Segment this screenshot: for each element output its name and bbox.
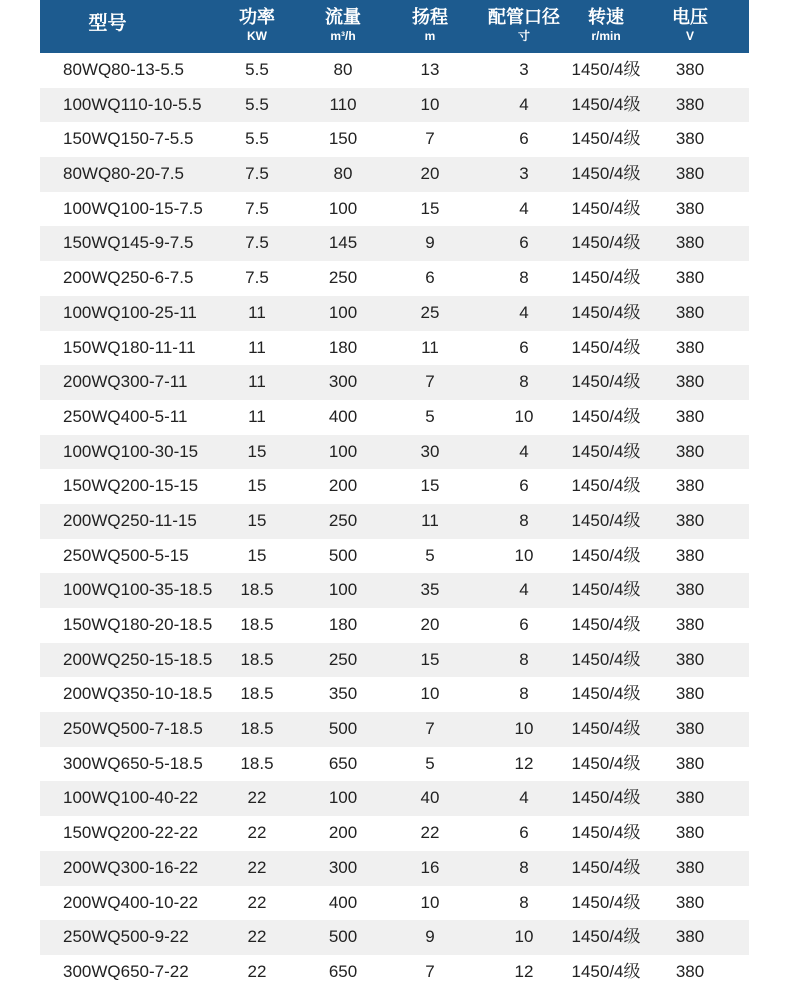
cell-head: 13	[420, 60, 440, 79]
cell-speed: 1450/4级	[571, 198, 641, 218]
table-row	[40, 643, 749, 678]
pump-spec-table	[40, 0, 749, 990]
cell-flow: 500	[328, 545, 358, 565]
cell-flow: 100	[328, 788, 358, 808]
cell-head: 5	[425, 406, 435, 426]
cell-flow: 110	[329, 94, 357, 114]
cell-power: 7.5	[245, 164, 269, 184]
table-header	[40, 0, 749, 53]
cell-head: 11	[421, 510, 439, 530]
cell-pipe: 6	[519, 233, 529, 253]
header-speed	[566, 0, 646, 53]
cell-speed: 1450/4级	[571, 684, 641, 704]
cell-pipe: 10	[514, 719, 534, 739]
cell-head: 20	[420, 615, 440, 634]
cell-volt: 380	[675, 580, 705, 600]
table-row	[40, 677, 749, 712]
cell-volt: 380	[675, 476, 705, 496]
cell-flow: 80	[333, 164, 353, 184]
header-head-unit: m	[424, 29, 436, 43]
header-head-title: 扬程	[412, 7, 448, 27]
table-row	[40, 296, 749, 331]
cell-power: 22	[247, 788, 267, 808]
table-row	[40, 712, 749, 747]
cell-volt: 380	[675, 823, 705, 843]
cell-volt: 380	[675, 615, 705, 634]
table-row	[40, 781, 749, 816]
table-row	[40, 88, 749, 123]
cell-flow: 100	[328, 441, 358, 461]
header-flow-title: 流量	[325, 7, 361, 27]
cell-model: 200WQ400-10-22	[63, 892, 199, 912]
cell-head: 7	[425, 719, 435, 739]
cell-flow: 250	[328, 268, 358, 288]
cell-flow: 650	[328, 753, 358, 773]
cell-head: 20	[420, 164, 440, 184]
cell-power: 15	[247, 441, 267, 461]
cell-volt: 380	[675, 927, 705, 947]
cell-power: 22	[247, 892, 267, 912]
table-row	[40, 157, 749, 192]
cell-flow: 180	[328, 615, 358, 634]
cell-flow: 80	[333, 60, 353, 79]
cell-pipe: 6	[519, 337, 529, 357]
cell-power: 22	[247, 927, 267, 947]
cell-power: 18.5	[240, 649, 274, 669]
cell-head: 7	[425, 372, 435, 392]
cell-pipe: 6	[519, 615, 529, 634]
cell-power: 5.5	[245, 129, 269, 149]
cell-speed: 1450/4级	[571, 788, 641, 808]
cell-power: 15	[247, 476, 267, 496]
cell-power: 11	[248, 337, 266, 357]
cell-volt: 380	[675, 719, 705, 739]
cell-flow: 200	[328, 823, 358, 843]
cell-volt: 380	[675, 302, 705, 322]
table-row	[40, 608, 749, 643]
cell-model: 150WQ200-15-15	[63, 476, 199, 496]
cell-head: 15	[420, 198, 440, 218]
cell-volt: 380	[675, 268, 705, 288]
cell-speed: 1450/4级	[571, 476, 641, 496]
table-row	[40, 886, 749, 921]
cell-pipe: 4	[519, 198, 529, 218]
header-volt	[660, 0, 720, 53]
cell-head: 7	[425, 961, 435, 981]
cell-flow: 250	[328, 510, 358, 530]
cell-power: 11	[248, 302, 266, 322]
cell-pipe: 8	[519, 857, 529, 877]
cell-power: 7.5	[245, 268, 269, 288]
header-volt-unit: V	[685, 29, 694, 43]
cell-speed: 1450/4级	[571, 406, 641, 426]
cell-pipe: 6	[519, 476, 529, 496]
cell-pipe: 3	[519, 164, 529, 184]
cell-head: 40	[420, 788, 440, 808]
cell-model: 200WQ300-7-11	[63, 372, 188, 392]
cell-pipe: 10	[514, 927, 534, 947]
cell-speed: 1450/4级	[571, 94, 641, 114]
cell-volt: 380	[675, 372, 705, 392]
cell-model: 200WQ300-16-22	[63, 857, 199, 877]
cell-volt: 380	[675, 406, 705, 426]
cell-volt: 380	[675, 510, 705, 530]
cell-model: 250WQ500-7-18.5	[63, 719, 203, 739]
cell-volt: 380	[675, 337, 705, 357]
cell-pipe: 8	[519, 649, 529, 669]
cell-model: 200WQ250-15-18.5	[63, 649, 213, 669]
cell-head: 25	[420, 302, 440, 322]
cell-flow: 400	[328, 892, 358, 912]
cell-model: 250WQ500-9-22	[63, 927, 189, 947]
table-row	[40, 539, 749, 574]
cell-head: 6	[425, 268, 435, 288]
cell-volt: 380	[675, 684, 705, 704]
cell-power: 7.5	[245, 198, 269, 218]
cell-power: 18.5	[240, 684, 274, 704]
cell-volt: 380	[675, 233, 705, 253]
cell-speed: 1450/4级	[571, 164, 641, 184]
cell-volt: 380	[675, 892, 705, 912]
cell-flow: 180	[328, 337, 358, 357]
cell-head: 30	[420, 441, 440, 461]
table-row	[40, 226, 749, 261]
cell-pipe: 6	[519, 129, 529, 149]
header-speed-unit: r/min	[591, 29, 621, 43]
cell-flow: 145	[328, 233, 358, 253]
table-row	[40, 920, 749, 955]
cell-speed: 1450/4级	[571, 233, 641, 253]
cell-speed: 1450/4级	[571, 580, 641, 600]
cell-volt: 380	[675, 60, 705, 79]
cell-pipe: 8	[519, 372, 529, 392]
cell-pipe: 10	[514, 406, 534, 426]
cell-speed: 1450/4级	[571, 441, 641, 461]
table-row	[40, 851, 749, 886]
cell-speed: 1450/4级	[571, 927, 641, 947]
cell-model: 150WQ200-22-22	[63, 823, 199, 843]
cell-pipe: 4	[519, 441, 529, 461]
cell-model: 150WQ180-11-11	[63, 337, 196, 357]
cell-speed: 1450/4级	[571, 892, 641, 912]
cell-model: 80WQ80-13-5.5	[63, 60, 184, 79]
cell-pipe: 4	[519, 94, 529, 114]
table-row	[40, 331, 749, 366]
cell-head: 22	[420, 823, 440, 843]
cell-speed: 1450/4级	[571, 372, 641, 392]
header-power-title: 功率	[239, 7, 275, 27]
cell-model: 200WQ350-10-18.5	[63, 684, 213, 704]
header-pipe-unit: 寸	[517, 29, 530, 43]
header-volt-title: 电压	[672, 7, 708, 27]
cell-model: 200WQ250-11-15	[63, 510, 197, 530]
cell-model: 250WQ500-5-15	[63, 545, 189, 565]
table-row	[40, 469, 749, 504]
table-row	[40, 122, 749, 157]
cell-speed: 1450/4级	[571, 961, 641, 981]
cell-pipe: 4	[519, 302, 529, 322]
cell-head: 10	[420, 684, 440, 704]
cell-head: 9	[425, 233, 435, 253]
cell-volt: 380	[675, 129, 705, 149]
cell-pipe: 6	[519, 823, 529, 843]
cell-volt: 380	[675, 753, 705, 773]
table-row	[40, 400, 749, 435]
cell-power: 5.5	[245, 60, 269, 79]
cell-speed: 1450/4级	[571, 545, 641, 565]
cell-model: 80WQ80-20-7.5	[63, 164, 184, 184]
header-speed-title: 转速	[588, 7, 624, 27]
cell-head: 5	[425, 753, 435, 773]
table-row	[40, 504, 749, 539]
cell-pipe: 10	[514, 545, 534, 565]
cell-power: 22	[247, 961, 267, 981]
cell-speed: 1450/4级	[571, 337, 641, 357]
cell-pipe: 8	[519, 892, 529, 912]
cell-head: 7	[425, 129, 435, 149]
cell-pipe: 12	[514, 961, 534, 981]
cell-power: 15	[247, 510, 267, 530]
cell-model: 150WQ150-7-5.5	[63, 129, 194, 149]
header-head	[400, 0, 460, 53]
cell-model: 250WQ400-5-11	[63, 406, 188, 426]
cell-speed: 1450/4级	[571, 60, 641, 79]
table-row	[40, 816, 749, 851]
header-power-unit: KW	[247, 29, 267, 43]
cell-speed: 1450/4级	[571, 615, 641, 634]
cell-volt: 380	[675, 164, 705, 184]
table-row	[40, 365, 749, 400]
cell-flow: 200	[328, 476, 358, 496]
cell-power: 22	[247, 857, 267, 877]
table-row	[40, 192, 749, 227]
cell-speed: 1450/4级	[571, 510, 641, 530]
cell-speed: 1450/4级	[571, 302, 641, 322]
cell-speed: 1450/4级	[571, 857, 641, 877]
cell-speed: 1450/4级	[571, 649, 641, 669]
header-pipe	[472, 0, 576, 53]
cell-flow: 400	[328, 406, 358, 426]
cell-head: 16	[420, 857, 440, 877]
cell-pipe: 4	[519, 580, 529, 600]
cell-speed: 1450/4级	[571, 753, 641, 773]
header-flow-unit: m³/h	[330, 29, 356, 43]
cell-power: 11	[248, 406, 266, 426]
table-row	[40, 435, 749, 470]
cell-power: 11	[248, 372, 266, 392]
cell-volt: 380	[675, 198, 705, 218]
cell-model: 300WQ650-5-18.5	[63, 753, 203, 773]
cell-head: 10	[420, 94, 440, 114]
cell-head: 15	[420, 649, 440, 669]
cell-flow: 500	[328, 927, 358, 947]
cell-power: 18.5	[240, 753, 274, 773]
cell-pipe: 8	[519, 684, 529, 704]
cell-volt: 380	[675, 788, 705, 808]
header-flow	[313, 0, 373, 53]
cell-flow: 100	[328, 198, 358, 218]
cell-power: 7.5	[245, 233, 269, 253]
header-power	[227, 0, 287, 53]
table-body	[40, 53, 749, 990]
header-model	[40, 0, 175, 53]
cell-speed: 1450/4级	[571, 823, 641, 843]
cell-model: 100WQ100-15-7.5	[63, 198, 203, 218]
cell-volt: 380	[675, 94, 705, 114]
table-row	[40, 573, 749, 608]
cell-speed: 1450/4级	[571, 268, 641, 288]
cell-head: 11	[421, 337, 439, 357]
cell-model: 300WQ650-7-22	[63, 961, 189, 981]
cell-head: 15	[420, 476, 440, 496]
cell-speed: 1450/4级	[571, 719, 641, 739]
cell-model: 100WQ100-25-11	[63, 302, 197, 322]
cell-pipe: 3	[519, 60, 529, 79]
cell-model: 200WQ250-6-7.5	[63, 268, 194, 288]
cell-power: 18.5	[240, 615, 274, 634]
cell-power: 15	[247, 545, 267, 565]
cell-volt: 380	[675, 545, 705, 565]
table-row	[40, 955, 749, 990]
cell-flow: 100	[328, 302, 358, 322]
cell-pipe: 8	[519, 510, 529, 530]
cell-power: 18.5	[240, 580, 274, 600]
cell-volt: 380	[675, 441, 705, 461]
cell-flow: 350	[328, 684, 358, 704]
cell-flow: 250	[328, 649, 358, 669]
cell-model: 100WQ100-30-15	[63, 441, 199, 461]
cell-power: 5.5	[245, 94, 269, 114]
cell-model: 100WQ100-35-18.5	[63, 580, 213, 600]
cell-pipe: 8	[519, 268, 529, 288]
cell-head: 5	[425, 545, 435, 565]
cell-flow: 300	[328, 372, 358, 392]
cell-power: 18.5	[240, 719, 274, 739]
cell-head: 10	[420, 892, 440, 912]
cell-flow: 300	[328, 857, 358, 877]
cell-power: 22	[247, 823, 267, 843]
cell-flow: 650	[328, 961, 358, 981]
cell-pipe: 12	[514, 753, 534, 773]
cell-volt: 380	[675, 857, 705, 877]
cell-head: 35	[420, 580, 440, 600]
cell-model: 150WQ180-20-18.5	[63, 615, 213, 634]
cell-pipe: 4	[519, 788, 529, 808]
cell-model: 150WQ145-9-7.5	[63, 233, 194, 253]
cell-model: 100WQ100-40-22	[63, 788, 199, 808]
cell-speed: 1450/4级	[571, 129, 641, 149]
cell-head: 9	[425, 927, 435, 947]
table-row	[40, 53, 749, 88]
cell-flow: 150	[328, 129, 358, 149]
cell-model: 100WQ110-10-5.5	[63, 94, 202, 114]
header-pipe-title: 配管口径	[488, 7, 560, 27]
table-row	[40, 747, 749, 782]
cell-flow: 100	[328, 580, 358, 600]
cell-flow: 500	[328, 719, 358, 739]
table-row	[40, 261, 749, 296]
cell-volt: 380	[675, 649, 705, 669]
cell-volt: 380	[675, 961, 705, 981]
header-model-title: 型号	[88, 13, 127, 34]
